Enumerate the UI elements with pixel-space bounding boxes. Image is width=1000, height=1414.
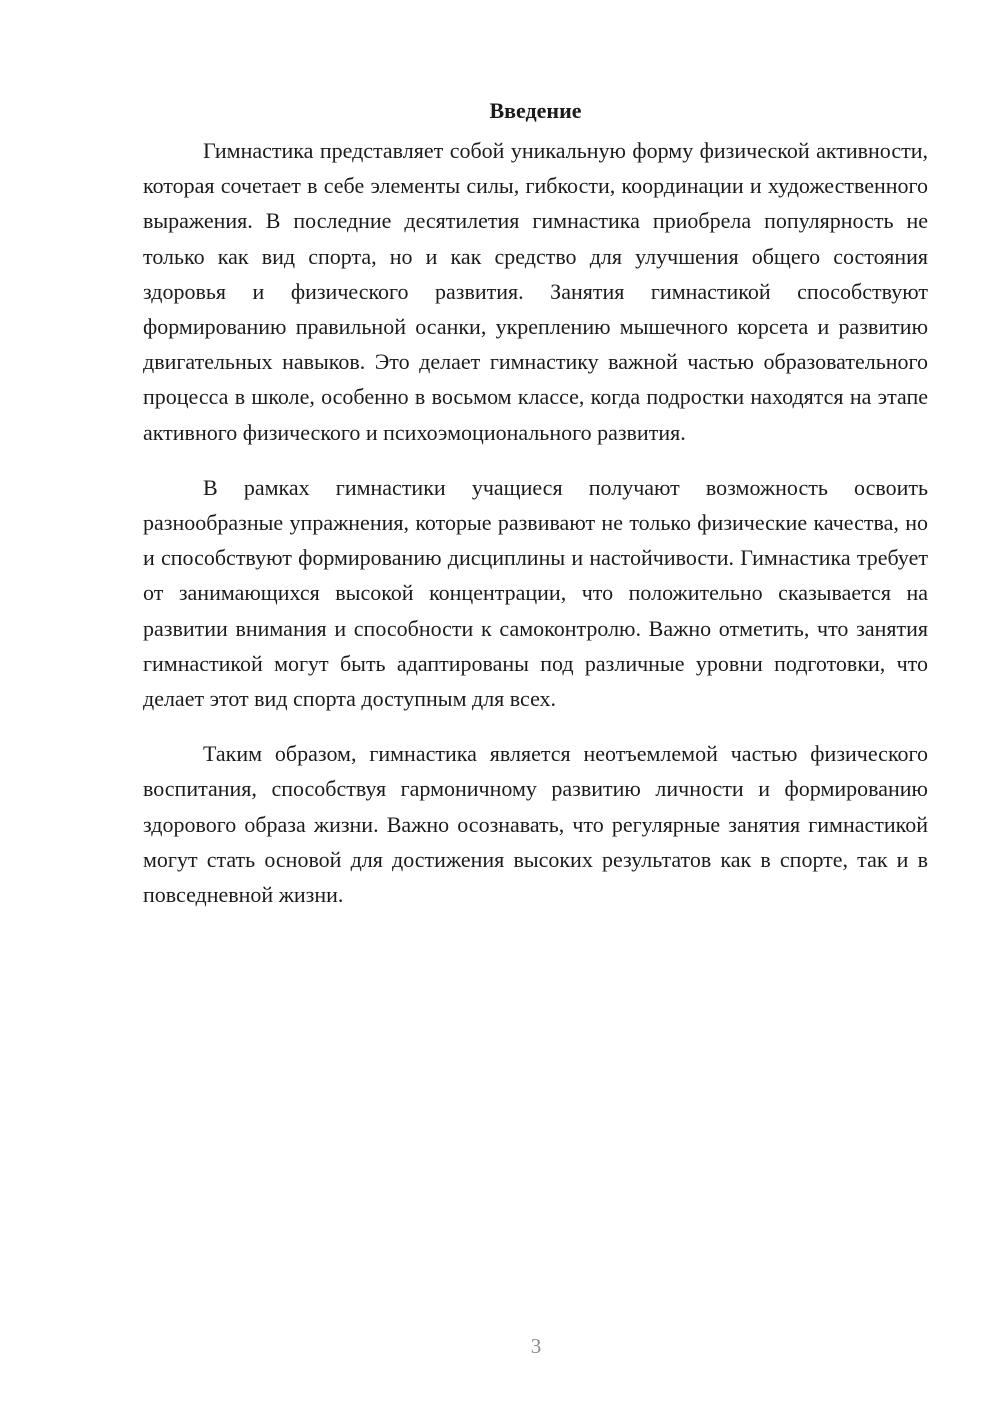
paragraph-2: В рамках гимнастики учащиеся получают возможность освоить разнообразные упражнения, которые развивают не только физические качества, но и способствуют формированию дисциплины и настойчивости. Гимнастика требует от занимающихся высокой концентрации, что положительно сказывается на развитии внимания и способности к самоконтролю. Важно отметить, что занятия гимнастикой могут быть адаптированы под различные уровни подготовки, что делает этот вид спорта доступным для всех.: [143, 474, 928, 712]
paragraph-3: Таким образом, гимнастика является неотъемлемой частью физического воспитания, способствуя гармоничному развитию личности и формированию здорового образа жизни. Важно осознавать, что регулярные занятия гимнастикой могут стать основой для достижения высоких результатов как в спорте, так и в повседневной жизни.: [143, 741, 928, 908]
paragraph-spacer: [143, 450, 928, 470]
section-title: Введение: [489, 98, 582, 123]
paragraph-1: Гимнастика представляет собой уникальную форму физической активности, которая сочетает в себе элементы силы, гибкости, координации и художественного выражения. В последние десятилетия гимнастика приобрела популярность не только как вид спорта, но и как средство для улучшения общего состояния здоровья и физического развития. Занятия гимнастикой способствуют формированию правильной осанки, укреплению мышечного корсета и развитию двигательных навыков. Это делает гимнастику важной частью образовательного процесса в школе, особенно в восьмом классе, когда подростки находятся на этапе активного физического и психоэмоционального развития.: [143, 138, 928, 445]
document-body: [143, 96, 928, 912]
page-number: 3: [530, 1334, 542, 1358]
paragraph-spacer: [143, 716, 928, 736]
